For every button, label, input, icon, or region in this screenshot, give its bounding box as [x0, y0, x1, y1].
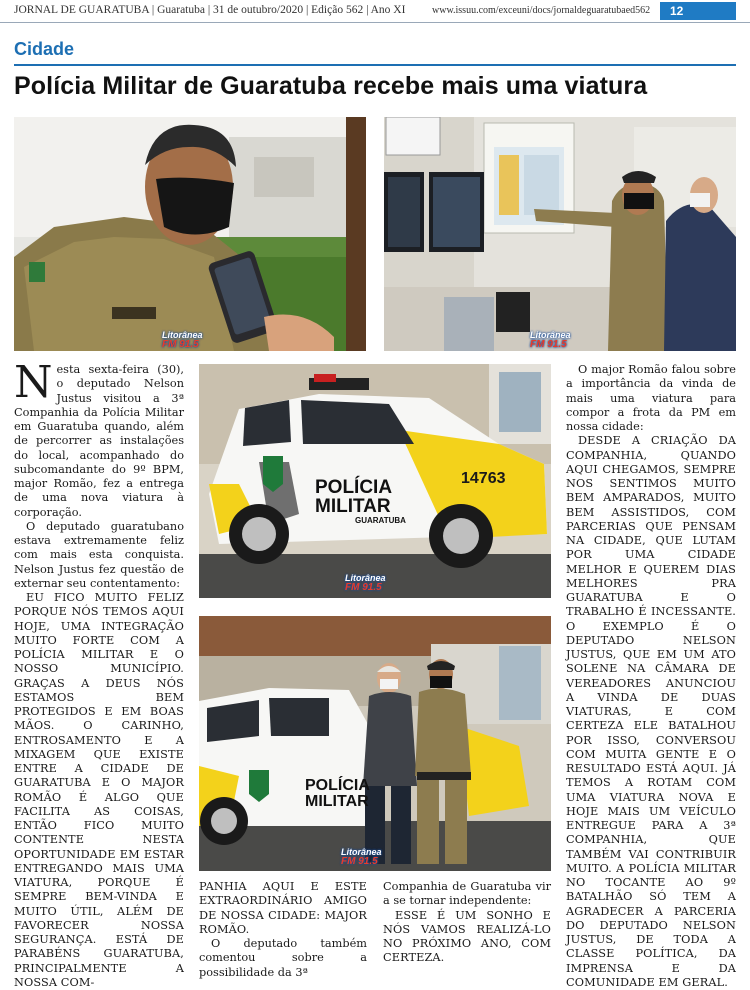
section-rule	[14, 64, 736, 66]
col1-paragraph-2: O deputado guaratubano estava extremamente feliz com mais esta conquista. Nelson Justus fez questão de externar seu contentamento:	[14, 519, 184, 590]
drop-cap: N	[14, 357, 53, 408]
article-column-2	[199, 880, 367, 980]
car-door-text-2: POLÍCIA MILITAR	[305, 777, 370, 810]
page-number: 12	[660, 2, 736, 20]
col1-paragraph-1: esta sexta-feira (30), o deputado Nelson Justus visitou a 3ª Companhia da Polícia Militar em Guaratuba quando, além de percorrer as instalações do local, acompanhado do subcomandante do 9º BPM, major Romão, fez a entrega de uma nova viatura à corporação.	[14, 363, 184, 519]
col4-paragraph: O major Romão falou sobre a importância da vinda de mais uma viatura para compor a frota da PM em nossa cidade:	[566, 363, 736, 433]
photo-officer-interview	[14, 117, 366, 351]
masthead: JORNAL DE GUARATUBA | Guaratuba | 31 de outubro/2020 | Edição 562 | Ano XI	[14, 4, 406, 16]
photo-monitoring-room-image	[384, 117, 736, 351]
photo-officer-interview-image	[14, 117, 366, 351]
article-column-1	[14, 357, 184, 989]
headline: Polícia Militar de Guaratuba recebe mais uma viatura	[14, 72, 648, 100]
car-number: 14763	[461, 470, 506, 487]
watermark-litoranea-3: Litorânea FM 91.5	[345, 573, 386, 593]
col3-paragraph: Companhia de Guaratuba vir a se tornar independente:	[383, 880, 551, 908]
section-label: Cidade	[14, 39, 75, 59]
article-column-3	[383, 880, 551, 966]
col2-paragraph: O deputado também comentou sobre a possibilidade da 3ª	[199, 937, 367, 979]
watermark-litoranea-2: Litorânea FM 91.5	[530, 330, 571, 350]
col1-quote-justus: EU FICO MUITO FELIZ PORQUE NÓS TEMOS AQUI HOJE, UMA INTEGRAÇÃO MUITO FORTE COM A POLÍCIA MILITAR E O NOSSO MUNICÍPIO. GRAÇAS A DEUS NÓS ESTAMOS BEM PROTEGIDOS E EM BOAS MÃOS. O CARINHO, ENTROSAMENTO E A MIXAGEM QUE EXISTE ENTRE A CIDADE DE GUARATUBA E O MAJOR ROMÃO É ALGO QUE FACILITA AS COISAS, ENTÃO FICO MUITO CONTENTE NESTA OPORTUNIDADE EM ESTAR ENTREGANDO MAIS UMA VIATURA, PORQUE É SEMPRE BEM-VINDA E MUITO ÚTIL, ALÉM DE FAVORECER NOSSA SEGURANÇA. ESTÁ DE PARABÉNS GUARATUBA, PRINCIPALMENTE A NOSSA COM-	[14, 591, 184, 989]
photo-deputy-and-major-image	[199, 616, 551, 871]
car-door-text: POLÍCIA MILITAR GUARATUBA	[315, 477, 406, 525]
page-header	[0, 0, 750, 23]
photo-deputy-and-major	[199, 616, 551, 871]
watermark-litoranea-4: Litorânea FM 91.5	[341, 847, 382, 867]
photo-new-police-car	[199, 364, 551, 598]
col4-quote-romao: DESDE A CRIAÇÃO DA COMPANHIA, QUANDO AQUI CHEGAMOS, SEMPRE NOS SENTIMOS MUITO BEM AMPARADOS, MUITO BEM ASSISTIDOS, COM PARCERIAS QUE PENSAM NA CIDADE, QUE LUTAM POR UMA CIDADE MELHOR E QUEREM DIAS MELHORES PRA GUARATUBA E O TRABALHO É INCESSANTE. O EXEMPLO É O DEPUTADO NELSON JUSTUS, QUE EM UM ATO SOLENE NA CÂMARA DE VEREADORES ANUNCIOU A VINDA DE DUAS VIATURAS, E COM CERTEZA ELE BATALHOU POR ISSO, CONVERSOU COM MUITA GENTE E O RESULTADO ESTÁ AQUI. JÁ TEMOS A ROTAM COM UMA VIATURA NOVA E HOJE MAIS UM VEÍCULO ENTREGUE PARA A 3ª COMPANHIA, QUE TAMBÉM VAI CONTRIBUIR MUITO. A POLÍCIA MILITAR NO TOCANTE AO 9º BATALHÃO SÓ TEM A AGRADECER A PARCERIA DO DEPUTADO NELSON JUSTUS, DE TODA A CLASSE POLÍTICA, DA IMPRENSA E DA COMUNIDADE EM GERAL.	[566, 434, 736, 989]
photo-monitoring-room	[384, 117, 736, 351]
col2-quote-continuation: PANHIA AQUI E ESTE EXTRAORDINÁRIO AMIGO DE NOSSA CIDADE: MAJOR ROMÃO.	[199, 880, 367, 936]
article-column-4	[566, 363, 736, 990]
col3-quote-dream: ESSE É UM SONHO E NÓS VAMOS REALIZÁ-LO NO PRÓXIMO ANO, COM CERTEZA.	[383, 908, 551, 965]
watermark-litoranea: Litorânea FM 91.5	[162, 330, 203, 350]
issuu-url[interactable]: www.issuu.com/exceuni/docs/jornaldeguaratubaed562	[432, 5, 651, 16]
